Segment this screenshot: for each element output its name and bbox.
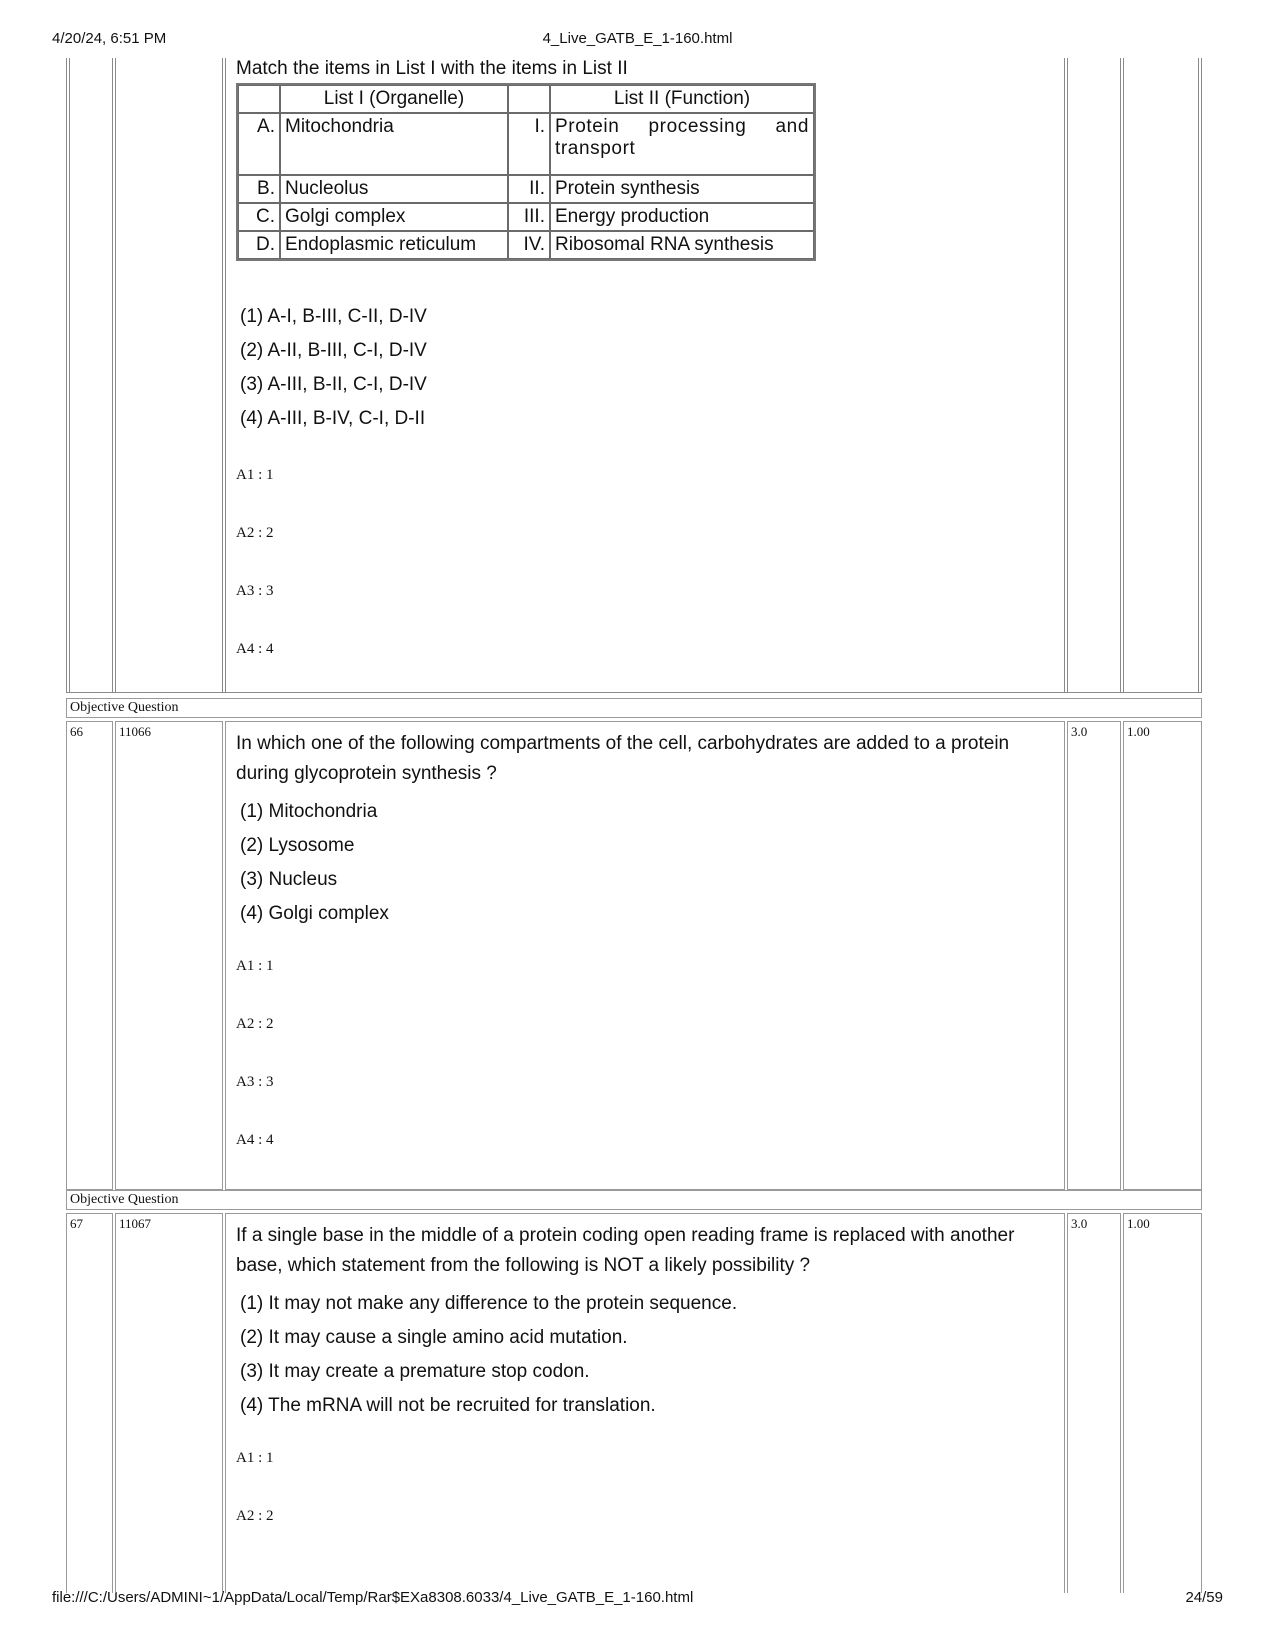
answer-key: A1 : 1 (236, 958, 274, 974)
option: (2) Lysosome (240, 835, 355, 856)
question-id: 11066 (119, 724, 152, 739)
q67-options (240, 1287, 737, 1423)
header-blank-cell (508, 85, 550, 113)
row-letter: A. (238, 113, 280, 175)
option: (2) It may cause a single amino acid mutation. (240, 1327, 628, 1348)
organelle-cell: Nucleolus (280, 175, 508, 203)
organelle-cell: Endoplasmic reticulum (280, 231, 508, 259)
match-row (238, 231, 814, 259)
question-text: In which one of the following compartments of the cell, carbohydrates are added to a protein during glycoprotein synthesis ? (236, 733, 1010, 784)
section-label: Objective Question (70, 1192, 179, 1207)
row-letter: B. (238, 175, 280, 203)
question-negative-marks: 1.00 (1127, 724, 1150, 739)
print-title: 4_Live_GATB_E_1-160.html (542, 30, 733, 47)
option: (3) Nucleus (240, 869, 338, 890)
option: (4) The mRNA will not be recruited for translation. (240, 1395, 656, 1416)
question-number: 67 (70, 1216, 83, 1231)
organelle-cell: Mitochondria (280, 113, 508, 175)
question-number-cell (66, 1213, 113, 1593)
match-row (238, 175, 814, 203)
row-numeral: IV. (508, 231, 550, 259)
answer-key: A1 : 1 (236, 467, 274, 483)
answer-key: A4 : 4 (236, 641, 274, 657)
answer-key: A2 : 2 (236, 1016, 274, 1032)
question-text: If a single base in the middle of a protein coding open reading frame is replaced with another base, which statement from the following is NOT a likely possibility ? (236, 1225, 1015, 1276)
marks-cell (1067, 1213, 1121, 1593)
option: (3) A-III, B-II, C-I, D-IV (240, 374, 427, 395)
row-numeral: I. (508, 113, 550, 175)
section-label: Objective Question (70, 700, 179, 715)
q65-intro: Match the items in List I with the items in List II (236, 58, 628, 79)
option: (3) It may create a premature stop codon. (240, 1361, 590, 1382)
list-2-header: List II (Function) (550, 85, 814, 113)
print-datetime: 4/20/24, 6:51 PM (52, 30, 167, 47)
negative-marks-cell (1123, 721, 1202, 1190)
function-cell: Ribosomal RNA synthesis (550, 231, 814, 259)
answer-key: A3 : 3 (236, 1074, 274, 1090)
negative-marks-cell (1123, 1213, 1202, 1593)
answer-key: A2 : 2 (236, 525, 274, 541)
question-body-cell (225, 721, 1065, 1190)
match-table (236, 83, 816, 261)
option: (4) Golgi complex (240, 903, 389, 924)
option: (1) Mitochondria (240, 801, 378, 822)
print-file-url: file:///C:/Users/ADMINI~1/AppData/Local/Temp/Rar$EXa8308.6033/4_Live_GATB_E_1-160.html (52, 1589, 694, 1606)
answer-key: A3 : 3 (236, 583, 274, 599)
match-table-header (238, 85, 814, 113)
section-row (66, 698, 1202, 718)
function-cell: Protein synthesis (550, 175, 814, 203)
option: (1) It may not make any difference to the protein sequence. (240, 1293, 738, 1314)
section-row (66, 1190, 1202, 1210)
page-number: 24/59 (1185, 1589, 1223, 1606)
option: (1) A-I, B-III, C-II, D-IV (240, 306, 427, 327)
list-1-header: List I (Organelle) (280, 85, 508, 113)
question-id-cell (115, 1213, 223, 1593)
question-negative-marks: 1.00 (1127, 1216, 1150, 1231)
row-numeral: II. (508, 175, 550, 203)
answer-key: A2 : 2 (236, 1508, 274, 1524)
question-id-cell (115, 721, 223, 1190)
answer-key: A1 : 1 (236, 1450, 274, 1466)
question-number-cell (66, 721, 113, 1190)
question-marks: 3.0 (1071, 724, 1088, 739)
header-blank-cell (238, 85, 280, 113)
match-row (238, 203, 814, 231)
question-number: 66 (70, 724, 83, 739)
q66-options (240, 795, 389, 931)
marks-cell (1067, 721, 1121, 1190)
organelle-cell: Golgi complex (280, 203, 508, 231)
answer-key: A4 : 4 (236, 1132, 274, 1148)
question-id: 11067 (119, 1216, 152, 1231)
function-cell: Protein processing and transport (550, 113, 814, 175)
q65-options (240, 300, 427, 436)
row-letter: D. (238, 231, 280, 259)
option: (4) A-III, B-IV, C-I, D-II (240, 408, 426, 429)
question-marks: 3.0 (1071, 1216, 1088, 1231)
match-row (238, 113, 814, 175)
row-numeral: III. (508, 203, 550, 231)
option: (2) A-II, B-III, C-I, D-IV (240, 340, 427, 361)
row-letter: C. (238, 203, 280, 231)
function-cell: Energy production (550, 203, 814, 231)
